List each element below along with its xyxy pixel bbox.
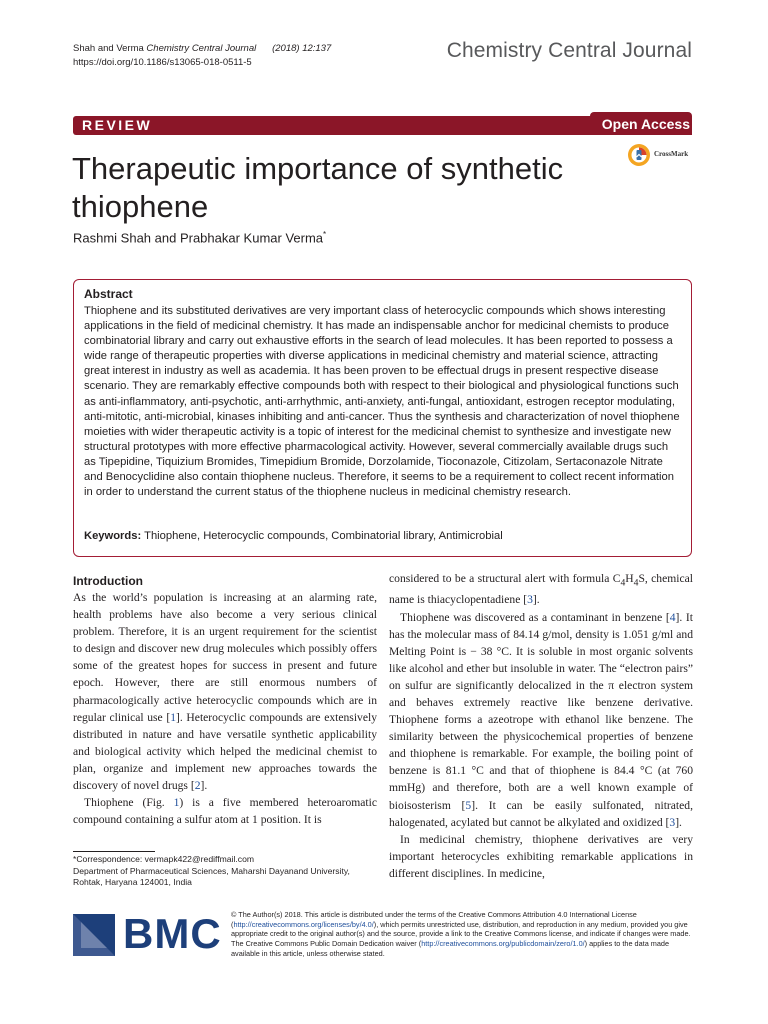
- doi-link[interactable]: https://doi.org/10.1186/s13065-018-0511-5: [73, 57, 252, 68]
- abstract-heading: Abstract: [84, 287, 133, 301]
- right-column: [389, 570, 693, 882]
- citation-authors: Shah and Verma: [73, 43, 144, 54]
- authors: [73, 230, 326, 245]
- crossmark-badge[interactable]: [627, 143, 699, 169]
- crossmark-label: CrossMark: [654, 150, 689, 158]
- citation-link[interactable]: 3: [527, 593, 533, 607]
- citation-link[interactable]: 1: [170, 710, 177, 724]
- intro-paragraph-2: [73, 794, 377, 828]
- text-run: Thiophene was discovered as a contaminant in benzene [: [400, 610, 670, 624]
- license-link[interactable]: http://creativecommons.org/licenses/by/4.0/: [233, 919, 374, 929]
- text-run: As the world’s population is increasing at an alarming rate, health problems have also become a very serious clinical problem. Therefore, it is an urgent requirement for the scientist to design and discover new drug molecules which possibly offers some of the greatest hopes for success in present and future epoch. However, there are still enormous numbers of pharmacologically active heterocyclic compounds which are in regular clinical use [: [73, 591, 377, 724]
- text-run: © The Author(s) 2018. This article is distributed under the terms of the Creative Commons Attribution 4.0 International License (: [231, 910, 637, 929]
- text-run: ].: [200, 779, 208, 793]
- right-paragraph-3: In medicinal chemistry, thiophene derivatives are very important heterocycles exhibiting remarkable applications in different disciplines. In medicine,: [389, 832, 693, 880]
- article-type-label: REVIEW: [82, 117, 153, 133]
- bmc-logo: [73, 912, 223, 962]
- subscript: 4: [620, 577, 626, 589]
- citation-link[interactable]: 3: [669, 815, 676, 829]
- license-text: [231, 910, 693, 959]
- text-run: Thiophene (Fig.: [84, 796, 174, 810]
- citation-link[interactable]: 4: [669, 610, 676, 624]
- footnote: [73, 854, 377, 889]
- left-column: [73, 573, 377, 828]
- text-run: ]. Heterocyclic compounds are extensively distributed in nature and have versatile synthetic applicability and biological activity which helped the medicinal chemist to plan, organize and implement new approaches towards the discovery of novel drugs [: [73, 710, 377, 793]
- citation-link[interactable]: 5: [465, 798, 472, 812]
- text-run: ]. It has the molecular mass of 84.14 g/mol, density is 1.051 g/ml and Melting Point is − 38 °C. It is soluble in most organic solvents like alcohol and ether but insoluble in water. The “electron pairs” on sulfur are significantly delocalized in the π electron system and behaves extremely reactive like benzene derivative. Thiophene forms a azeotrope with ethanol like benzene. The similarity between the physicochemical properties of benzene and thiophene is remarkable. For example, the boiling point of benzene is 81.1 °C and that of thiophene is 84.4 °C (at 760 mmHg) and therefore, both are a well known example of bioisosterism [: [389, 610, 693, 812]
- text-run: ].: [532, 593, 540, 607]
- journal-name: Chemistry Central Journal: [446, 39, 692, 62]
- article-type-banner: [73, 116, 692, 135]
- text-run: ) applies to the data made available in this article, unless otherwise stated.: [231, 939, 670, 958]
- text-run: H: [625, 572, 634, 585]
- text-run: S, chemical name is thiacyclopentadiene [: [389, 572, 693, 607]
- right-paragraph-2: [389, 609, 693, 831]
- subscript: 4: [633, 577, 639, 589]
- citation-journal: Chemistry Central Journal: [146, 43, 257, 54]
- section-heading-introduction: Introduction: [73, 574, 143, 588]
- text-run: considered to be a structural alert with formula C: [389, 572, 621, 585]
- author-names: Rashmi Shah and Prabhakar Kumar Verma: [73, 230, 324, 246]
- correspondence-line: *Correspondence: vermapk422@rediffmail.com: [73, 854, 255, 864]
- open-access-label: Open Access: [601, 116, 690, 132]
- text-run: ].: [675, 815, 682, 829]
- affiliation-line: Department of Pharmaceutical Sciences, Maharshi Dayanand University, Rohtak, Haryana 124001, India: [73, 865, 350, 887]
- text-run: ), which permits unrestricted use, distribution, and reproduction in any medium, provided you give appropriate credit to the original author(s) and the source, provide a link to the Creative Commons license, and indicate if changes were made. The Creative Commons Public Domain Dedication waiver (: [231, 919, 691, 949]
- right-paragraph-1: [389, 570, 693, 609]
- public-domain-link[interactable]: http://creativecommons.org/publicdomain/zero/1.0/: [421, 939, 585, 949]
- keywords-line: [84, 529, 682, 544]
- citation-year-volume: (2018) 12:137: [272, 43, 332, 54]
- figure-link[interactable]: 1: [173, 796, 180, 810]
- crossmark-icon: [627, 143, 651, 167]
- keywords-label: Keywords:: [84, 530, 142, 542]
- corresponding-mark: *: [323, 230, 327, 239]
- text-run: ]. It can be easily sulfonated, nitrated, halogenated, acylated but cannot be alkylated and oxidized [: [389, 798, 693, 829]
- abstract-box: [73, 279, 692, 557]
- article-title: Therapeutic importance of synthetic thiophene: [72, 151, 564, 224]
- citation-header: [73, 42, 331, 70]
- bmc-logo-text: BMC: [123, 910, 222, 957]
- footnote-divider: [73, 851, 155, 852]
- text-run: ) is a five membered heteroaromatic compound containing a sulfur atom at 1 position. It is: [73, 796, 377, 827]
- keywords-list: Thiophene, Heterocyclic compounds, Combinatorial library, Antimicrobial: [144, 530, 503, 542]
- citation-link[interactable]: 2: [194, 779, 201, 793]
- intro-paragraph-1: [73, 589, 377, 794]
- abstract-text: Thiophene and its substituted derivatives are very important class of heterocyclic compounds which shows interesting applications in the field of medicinal chemistry. It has made an indispensable anchor for medicinal chemists to produce combinatorial library and carry out exhaustive efforts in the search of lead molecules. It has been reported to possess a wide range of therapeutic properties with diverse applications in medicinal chemistry and material science, attracting great interest in industry as well as academia. It has been proven to be effectual drugs in present respective disease scenario. They are remarkably effective compounds both with respect to their biological and physiological functions such as anti-inflammatory, anti-psychotic, anti-arrhythmic, anti-anxiety, anti-fungal, antioxidant, estrogen receptor modulating, anti-mitotic, anti-microbial, kinases inhibiting and anti-cancer. Thus the synthesis and characterization of novel thiophene moieties with wider therapeutic activity is a topic of interest for the medicinal chemist to synthesize and investigate new structural prototypes with more effective pharmacological activity. However, several commercially available drugs such as Tipepidine, Tiquizium Bromides, Timepidium Bromide, Dorzolamide, Tioconazole, Citizolam, Sertaconazole Nitrate and Benocyclidine also contain thiophene nucleus. Therefore, it seems to be a requirement to collect recent information in order to understand the current status of the thiophene nucleus in medicinal chemistry research.: [84, 305, 680, 499]
